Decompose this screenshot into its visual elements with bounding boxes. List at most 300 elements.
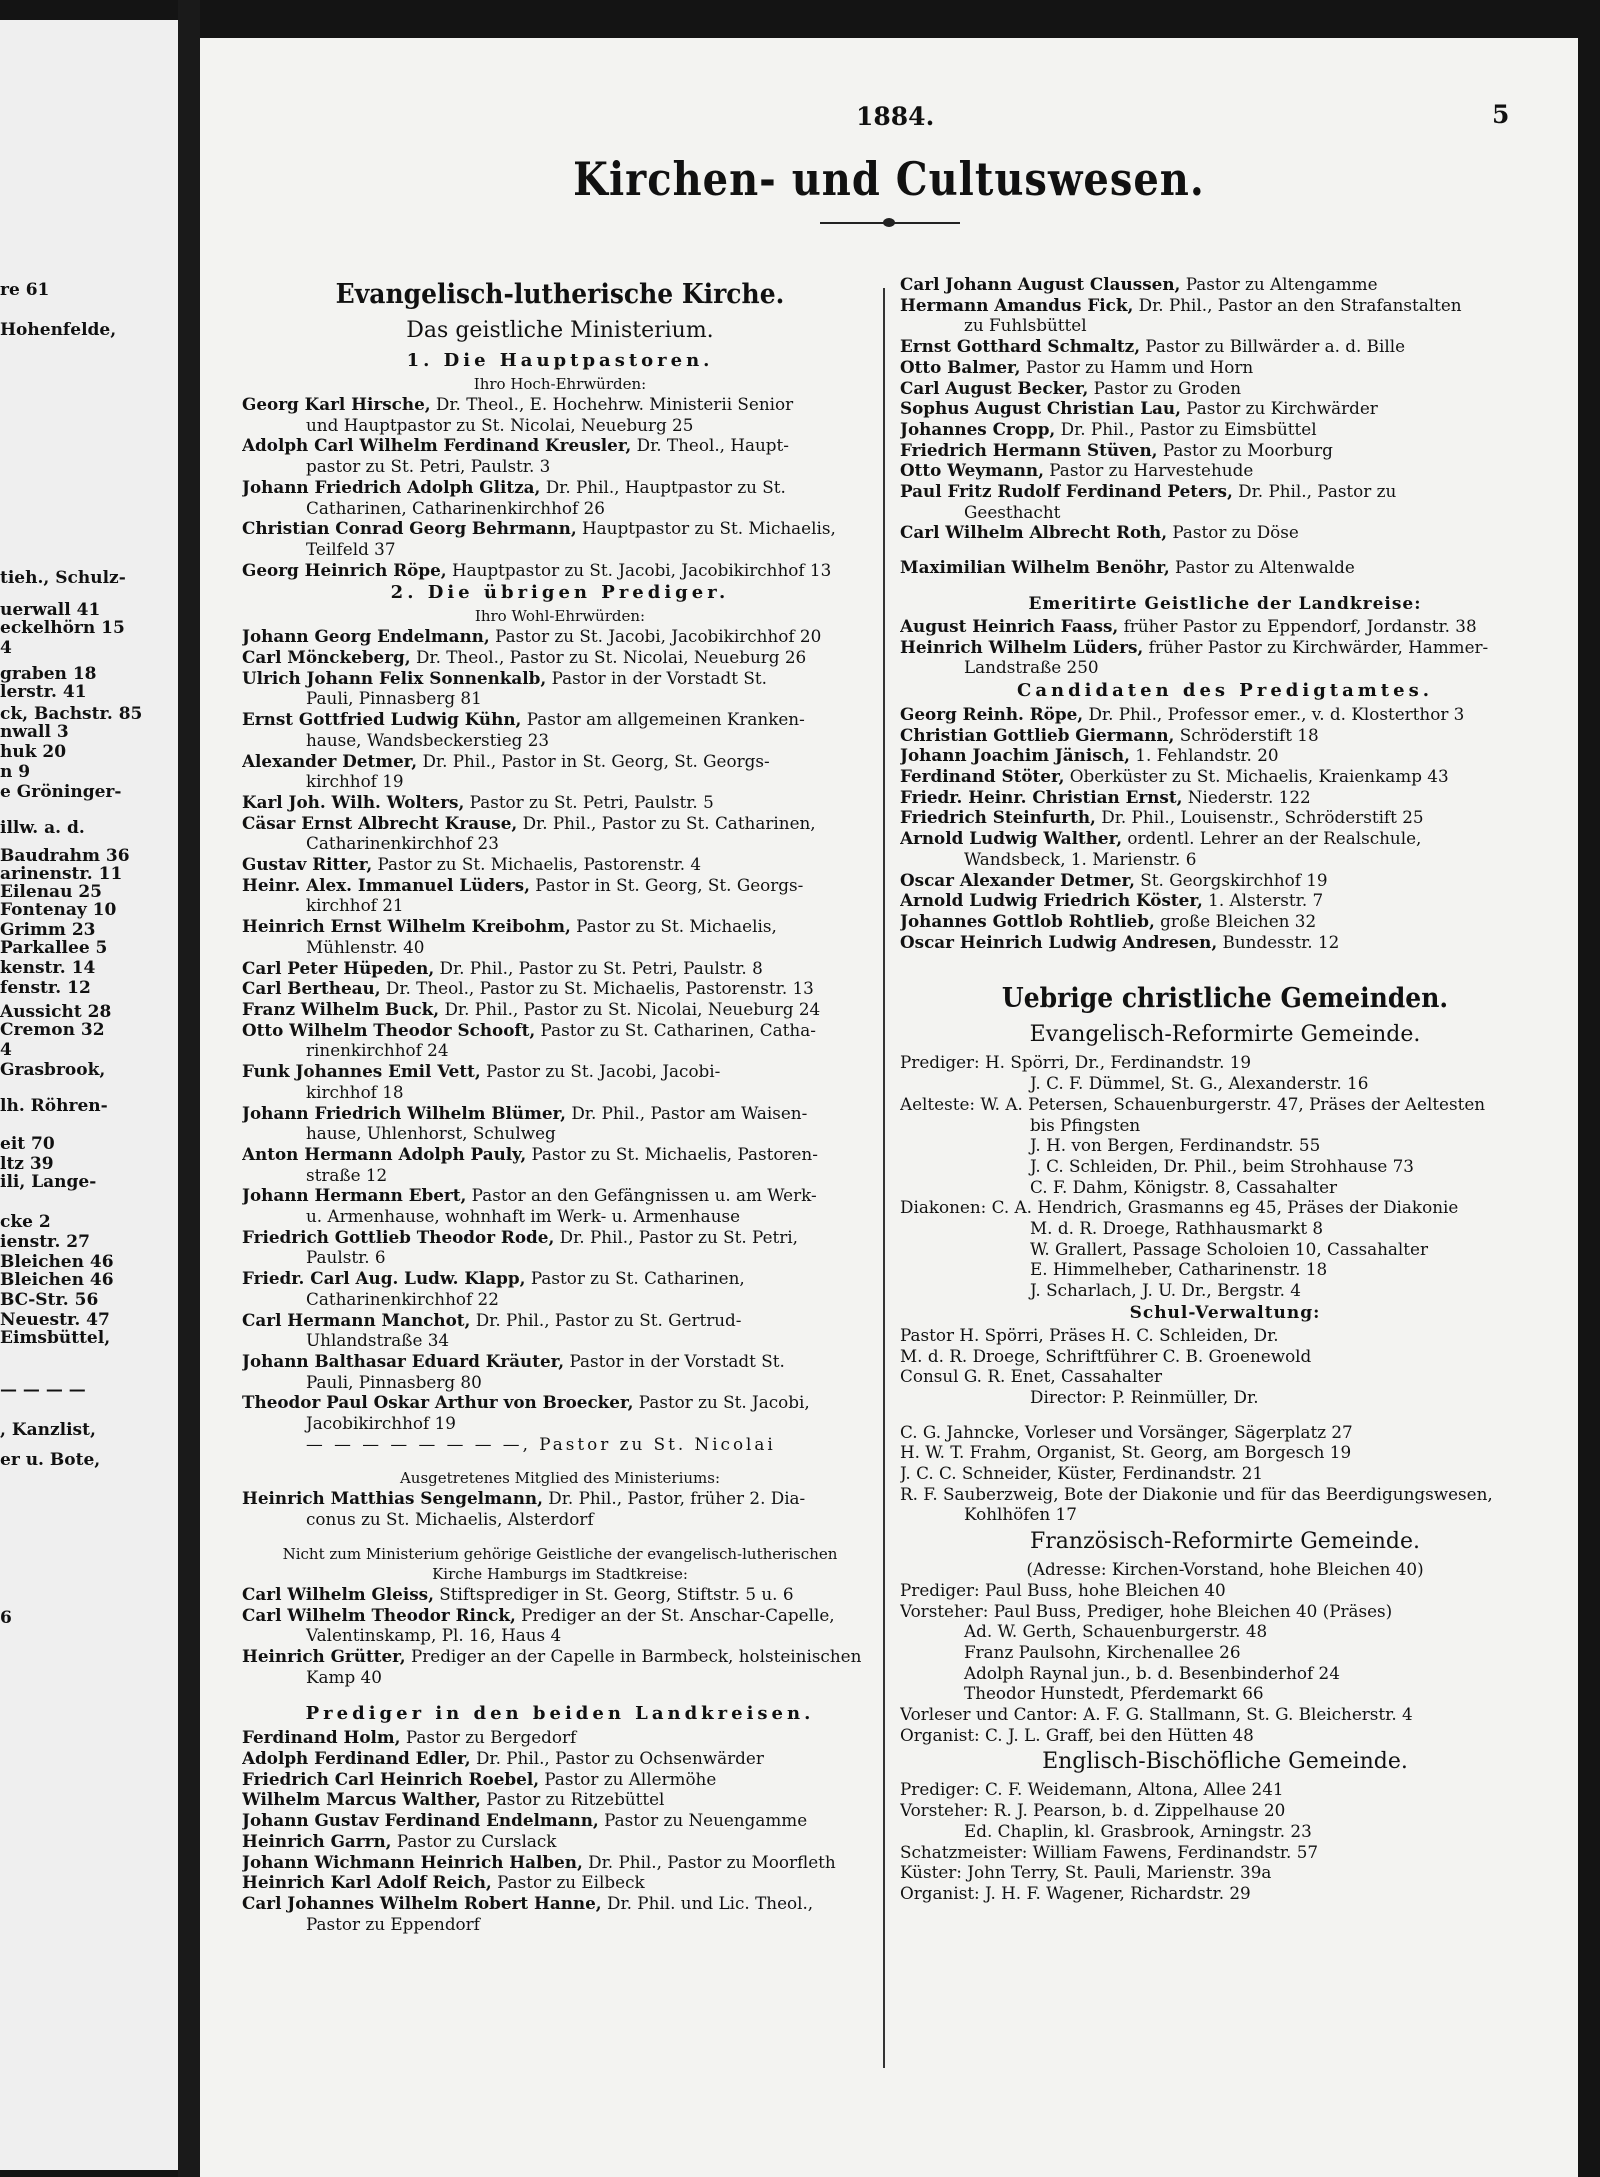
entry-details: Pastor zu Altengamme bbox=[1180, 274, 1378, 294]
entry-name: Alexander Detmer, bbox=[242, 750, 418, 771]
entry-name: Ferdinand Stöter, bbox=[900, 766, 1065, 787]
entry-details: u. Armenhause, wohnhaft im Werk- u. Armenhause bbox=[306, 1206, 741, 1227]
entry-details: Director: P. Reinmüller, Dr. bbox=[1030, 1386, 1259, 1407]
directory-entry bbox=[242, 751, 878, 772]
directory-entry bbox=[900, 419, 1550, 440]
entry-details: bis Pfingsten bbox=[1030, 1114, 1141, 1135]
entry-details: Geesthacht bbox=[964, 501, 1061, 522]
entry-name: Theodor Paul Oskar Arthur von Broecker, bbox=[242, 1392, 634, 1413]
entry-details: Dr. Phil. und Lic. Theol., bbox=[601, 1893, 814, 1913]
entry-details: 1. Fehlandstr. 20 bbox=[1129, 745, 1279, 766]
entry-name: Heinrich Matthias Sengelmann, bbox=[242, 1488, 543, 1509]
entry-details: Adolph Raynal jun., b. d. Besenbinderhof 24 bbox=[964, 1662, 1340, 1683]
spacer bbox=[900, 1408, 1550, 1422]
entry-continuation bbox=[900, 1239, 1550, 1260]
directory-entry bbox=[242, 916, 878, 937]
entry-name: Carl Peter Hüpeden, bbox=[242, 957, 435, 978]
entry-name: Johann Friedrich Wilhelm Blümer, bbox=[242, 1102, 566, 1123]
group-heading: Schul-Verwaltung: bbox=[1129, 1302, 1321, 1323]
entry-details: Dr. Phil., Pastor in St. Georg, St. Georgs- bbox=[417, 750, 770, 771]
entry-continuation bbox=[900, 1197, 1550, 1218]
entry-details: Pastor in der Vorstadt St. bbox=[564, 1350, 785, 1371]
entry-details: J. C. F. Dümmel, St. G., Alexanderstr. 16 bbox=[1030, 1073, 1369, 1094]
entry-continuation bbox=[900, 1115, 1550, 1136]
directory-entry bbox=[900, 828, 1550, 849]
directory-entry bbox=[242, 1020, 878, 1041]
entry-details: hause, Wandsbeckerstieg 23 bbox=[306, 729, 550, 750]
section-heading: Uebrige christliche Gemeinden. bbox=[1001, 981, 1449, 1014]
entry-continuation bbox=[900, 1346, 1550, 1367]
caption: Kirche Hamburgs im Stadtkreise: bbox=[432, 1564, 688, 1583]
entry-details: Prediger an der Capelle in Barmbeck, holsteinischen bbox=[405, 1645, 862, 1666]
entry-details: Dr. Theol., Haupt- bbox=[631, 435, 789, 456]
entry-details: M. d. R. Droege, Schriftführer C. B. Groenewold bbox=[900, 1345, 1312, 1366]
entry-details: H. W. T. Frahm, Organist, St. Georg, am Borgesch 19 bbox=[900, 1442, 1352, 1463]
subsection-heading: Evangelisch-Reformirte Gemeinde. bbox=[1029, 1022, 1421, 1048]
entry-continuation bbox=[242, 833, 878, 854]
left-column bbox=[242, 274, 878, 1934]
entry-continuation bbox=[242, 539, 878, 560]
caption: Nicht zum Ministerium gehörige Geistliche der evangelisch-lutherischen bbox=[282, 1544, 838, 1563]
address-note: (Adresse: Kirchen-Vorstand, hohe Bleichen 40) bbox=[1026, 1559, 1424, 1580]
entry-details: Dr. Phil., Pastor zu St. Petri, bbox=[554, 1226, 798, 1247]
entry-continuation bbox=[900, 1366, 1550, 1387]
prev-page-fragment: 4 bbox=[0, 1040, 12, 1060]
directory-entry bbox=[900, 870, 1550, 891]
prev-page-fragment: arinenstr. 11 bbox=[0, 864, 123, 884]
caption: Ihro Hoch-Ehrwürden: bbox=[473, 375, 647, 393]
entry-details: Dr. Phil., Pastor zu St. Catharinen, bbox=[517, 812, 816, 833]
entry-details: Catharinen, Catharinenkirchhof 26 bbox=[306, 497, 605, 518]
directory-entry bbox=[900, 460, 1550, 481]
directory-entry bbox=[242, 978, 878, 999]
entry-details: Hauptpastor zu St. Jacobi, Jacobikirchhof 13 bbox=[446, 559, 832, 580]
entry-details: Schatzmeister: William Fawens, Ferdinandstr. 57 bbox=[900, 1841, 1319, 1862]
entry-name: Carl Johann August Claussen, bbox=[900, 274, 1181, 294]
caption: Ihro Wohl-Ehrwürden: bbox=[474, 607, 646, 626]
directory-entry bbox=[242, 1185, 878, 1206]
entry-continuation bbox=[242, 1082, 878, 1103]
entry-name: Johann Gustav Ferdinand Endelmann, bbox=[242, 1810, 599, 1831]
entry-continuation bbox=[242, 1625, 878, 1646]
entry-name: Paul Fritz Rudolf Ferdinand Peters, bbox=[900, 481, 1233, 502]
entry-name: Friedrich Carl Heinrich Roebel, bbox=[242, 1768, 540, 1789]
prev-page-fragment: re 61 bbox=[0, 280, 50, 300]
entry-continuation bbox=[242, 1040, 878, 1061]
entry-details: Bundesstr. 12 bbox=[1217, 931, 1340, 952]
entry-details: Hauptpastor zu St. Michaelis, bbox=[576, 518, 836, 539]
entry-details: J. C. Schleiden, Dr. Phil., beim Strohhause 73 bbox=[1030, 1155, 1414, 1176]
entry-details: Dr. Phil., Professor emer., v. d. Klosterthor 3 bbox=[1083, 703, 1465, 724]
entry-details: Jacobikirchhof 19 bbox=[306, 1413, 456, 1434]
entry-name: Arnold Ludwig Walther, bbox=[900, 828, 1123, 849]
entry-details: Dr. Phil., Pastor zu Moorfleth bbox=[582, 1851, 836, 1872]
prev-page-fragment: e Gröninger- bbox=[0, 782, 122, 802]
entry-details: früher Pastor zu Eppendorf, Jordanstr. 38 bbox=[1118, 615, 1477, 636]
entry-details: 1. Alsterstr. 7 bbox=[1202, 890, 1324, 911]
entry-continuation bbox=[900, 1725, 1550, 1746]
entry-name: Carl Wilhelm Theodor Rinck, bbox=[242, 1604, 516, 1625]
subsection-heading: Französisch-Reformirte Gemeinde. bbox=[1030, 1529, 1420, 1555]
directory-entry bbox=[242, 1646, 878, 1667]
entry-name: Arnold Ludwig Friedrich Köster, bbox=[900, 890, 1203, 911]
entry-details: J. H. von Bergen, Ferdinandstr. 55 bbox=[1030, 1135, 1321, 1156]
entry-details: Pauli, Pinnasberg 81 bbox=[306, 688, 482, 709]
directory-entry bbox=[242, 1769, 878, 1790]
entry-continuation bbox=[242, 688, 878, 709]
entry-continuation bbox=[900, 1821, 1550, 1842]
entry-name: Friedrich Hermann Stüven, bbox=[900, 439, 1158, 460]
entry-details: Landstraße 250 bbox=[964, 657, 1099, 678]
entry-continuation bbox=[900, 1052, 1550, 1073]
entry-name: Oscar Alexander Detmer, bbox=[900, 869, 1135, 890]
directory-entry bbox=[900, 616, 1550, 637]
entry-name: Heinrich Grütter, bbox=[242, 1645, 406, 1666]
entry-continuation bbox=[900, 1580, 1550, 1601]
directory-entry bbox=[900, 911, 1550, 932]
entry-details: Pastor zu St. Petri, Paulstr. 5 bbox=[464, 791, 714, 812]
entry-continuation bbox=[242, 771, 878, 792]
entry-continuation bbox=[900, 1642, 1550, 1663]
entry-continuation bbox=[900, 1779, 1550, 1800]
spacer bbox=[242, 1687, 878, 1701]
prev-page-fragment: Eimsbüttel, bbox=[0, 1328, 111, 1348]
entry-continuation bbox=[242, 1289, 878, 1310]
entry-continuation bbox=[900, 1073, 1550, 1094]
entry-details: Dr. Phil., Louisenstr., Schröderstift 25 bbox=[1095, 807, 1424, 828]
entry-name: Gustav Ritter, bbox=[242, 854, 373, 875]
entry-details: Dr. Phil., Pastor zu St. Gertrud- bbox=[470, 1309, 742, 1330]
entry-details: Pastor H. Spörri, Präses H. C. Schleiden, Dr. bbox=[900, 1324, 1279, 1345]
entry-details: Dr. Phil., Pastor an den Strafanstalten bbox=[1133, 294, 1462, 315]
directory-entry bbox=[900, 766, 1550, 787]
directory-entry bbox=[242, 958, 878, 979]
directory-entry bbox=[242, 1103, 878, 1124]
directory-entry bbox=[900, 704, 1550, 725]
directory-entry bbox=[242, 1605, 878, 1626]
entry-details: Theodor Hunstedt, Pferdemarkt 66 bbox=[964, 1683, 1264, 1704]
entry-continuation bbox=[900, 1862, 1550, 1883]
prev-page-fragment: nwall 3 bbox=[0, 722, 69, 742]
entry-name: Heinrich Ernst Wilhelm Kreibohm, bbox=[242, 916, 571, 937]
entry-name: Georg Reinh. Röpe, bbox=[900, 703, 1084, 724]
entry-details: W. Grallert, Passage Scholoien 10, Cassahalter bbox=[1030, 1238, 1428, 1259]
prev-page-fragment: Grimm 23 bbox=[0, 920, 96, 940]
entry-continuation bbox=[900, 1094, 1550, 1115]
directory-entry bbox=[242, 1852, 878, 1873]
entry-continuation bbox=[900, 849, 1550, 870]
directory-entry bbox=[900, 522, 1550, 543]
entry-name: Johannes Cropp, bbox=[900, 418, 1056, 439]
prev-page-fragment: — — — — bbox=[0, 1380, 86, 1400]
entry-details: Teilfeld 37 bbox=[306, 538, 396, 559]
previous-page-edge bbox=[0, 20, 178, 2170]
entry-name: Carl August Becker, bbox=[900, 377, 1089, 398]
entry-details: Pastor zu St. Catharinen, Catha- bbox=[535, 1019, 816, 1040]
directory-entry bbox=[242, 813, 878, 834]
entry-continuation bbox=[242, 456, 878, 477]
prev-page-fragment: Fontenay 10 bbox=[0, 900, 117, 920]
entry-continuation bbox=[242, 1509, 878, 1530]
entry-details: Kohlhöfen 17 bbox=[964, 1504, 1077, 1525]
prev-page-fragment: Grasbrook, bbox=[0, 1060, 106, 1080]
entry-continuation bbox=[242, 1165, 878, 1186]
entry-details: Catharinenkirchhof 22 bbox=[306, 1288, 499, 1309]
entry-details: und Hauptpastor zu St. Nicolai, Neueburg 25 bbox=[306, 414, 694, 435]
entry-continuation bbox=[900, 1325, 1550, 1346]
entry-continuation bbox=[900, 1387, 1550, 1408]
entry-name: Friedr. Carl Aug. Ludw. Klapp, bbox=[242, 1268, 526, 1289]
entry-continuation bbox=[242, 498, 878, 519]
entry-name: Carl Johannes Wilhelm Robert Hanne, bbox=[242, 1893, 602, 1913]
prev-page-fragment: Cremon 32 bbox=[0, 1020, 105, 1040]
entry-details: Pastor zu St. Catharinen, bbox=[525, 1268, 745, 1289]
entry-continuation bbox=[900, 1422, 1550, 1443]
entry-continuation bbox=[242, 1914, 878, 1935]
entry-details: C. G. Jahncke, Vorleser und Vorsänger, Sägerplatz 27 bbox=[900, 1421, 1353, 1442]
entry-details: Pastor zu Bergedorf bbox=[400, 1727, 577, 1748]
prev-page-fragment: cke 2 bbox=[0, 1212, 51, 1232]
directory-entry bbox=[242, 875, 878, 896]
entry-details: Pastor zu St. Michaelis, Pastorenstr. 4 bbox=[372, 854, 702, 875]
entry-details: Ed. Chaplin, kl. Grasbrook, Arningstr. 23 bbox=[964, 1820, 1312, 1841]
entry-details: Pastor zu Hamm und Horn bbox=[1020, 356, 1254, 377]
entry-name: Heinr. Alex. Immanuel Lüders, bbox=[242, 874, 530, 895]
entry-details: ordentl. Lehrer an der Realschule, bbox=[1122, 828, 1422, 849]
entry-details: Vorsteher: R. J. Pearson, b. d. Zippelhause 20 bbox=[900, 1800, 1286, 1821]
prev-page-fragment: Neuestr. 47 bbox=[0, 1310, 110, 1330]
entry-continuation bbox=[900, 1135, 1550, 1156]
entry-details: J. Scharlach, J. U. Dr., Bergstr. 4 bbox=[1030, 1280, 1301, 1301]
entry-details: Dr. Phil., Pastor zu St. Petri, Paulstr. 8 bbox=[434, 957, 763, 978]
entry-name: Friedrich Gottlieb Theodor Rode, bbox=[242, 1226, 555, 1247]
directory-entry bbox=[242, 1488, 878, 1509]
entry-details: Pastor zu Harvestehude bbox=[1043, 460, 1254, 481]
entry-details: Pastor zu Altenwalde bbox=[1169, 557, 1355, 578]
directory-entry bbox=[242, 1061, 878, 1082]
entry-details: Pastor zu Curslack bbox=[391, 1830, 557, 1851]
directory-entry bbox=[900, 807, 1550, 828]
directory-entry bbox=[900, 557, 1550, 578]
entry-continuation bbox=[900, 315, 1550, 336]
entry-details: Valentinskamp, Pl. 16, Haus 4 bbox=[306, 1625, 562, 1646]
directory-entry bbox=[242, 668, 878, 689]
entry-details: Wandsbeck, 1. Marienstr. 6 bbox=[964, 848, 1197, 869]
entry-details: Pastor in der Vorstadt St. bbox=[546, 667, 767, 688]
directory-entry bbox=[242, 1268, 878, 1289]
entry-name: Johannes Gottlob Rohtlieb, bbox=[900, 910, 1155, 931]
entry-name: Johann Wichmann Heinrich Halben, bbox=[242, 1851, 583, 1872]
prev-page-fragment: lerstr. 41 bbox=[0, 682, 87, 702]
prev-page-fragment: kenstr. 14 bbox=[0, 958, 96, 978]
entry-details: Pastor zu St. Jacobi, Jacobikirchhof 20 bbox=[489, 626, 822, 647]
directory-entry bbox=[900, 725, 1550, 746]
entry-details: Pastor zu St. Jacobi, Jacobi- bbox=[480, 1061, 721, 1082]
page-title: Kirchen- und Cultuswesen. bbox=[573, 152, 1205, 207]
prev-page-fragment: fenstr. 12 bbox=[0, 978, 91, 998]
entry-continuation bbox=[242, 1372, 878, 1393]
directory-entry bbox=[242, 477, 878, 498]
entry-details: Pastor zu Groden bbox=[1088, 377, 1242, 398]
directory-entry bbox=[900, 336, 1550, 357]
directory-entry bbox=[242, 999, 878, 1020]
entry-details: Prediger: H. Spörri, Dr., Ferdinandstr. 19 bbox=[900, 1052, 1252, 1073]
directory-entry bbox=[242, 435, 878, 456]
subsection-heading: Das geistliche Ministerium. bbox=[406, 318, 714, 343]
section-heading: Evangelisch-lutherische Kirche. bbox=[335, 277, 785, 310]
directory-entry bbox=[242, 1351, 878, 1372]
directory-entry bbox=[242, 709, 878, 730]
prev-page-fragment: 6 bbox=[0, 1608, 12, 1628]
entry-details: Stiftsprediger in St. Georg, Stiftstr. 5 u. 6 bbox=[433, 1583, 794, 1604]
prev-page-fragment: uerwall 41 bbox=[0, 600, 101, 620]
directory-entry bbox=[242, 1831, 878, 1852]
entry-name: Christian Gottlieb Giermann, bbox=[900, 724, 1175, 745]
prev-page-fragment: illw. a. d. bbox=[0, 818, 85, 838]
entry-continuation bbox=[900, 1621, 1550, 1642]
prev-page-fragment: eckelhörn 15 bbox=[0, 618, 125, 638]
entry-details: Dr. Theol., Pastor zu St. Nicolai, Neueburg 26 bbox=[410, 647, 807, 668]
entry-name: Hermann Amandus Fick, bbox=[900, 294, 1134, 315]
entry-name: Otto Wilhelm Theodor Schooft, bbox=[242, 1019, 536, 1040]
directory-entry bbox=[900, 481, 1550, 502]
entry-details: Uhlandstraße 34 bbox=[306, 1330, 450, 1351]
group-heading: 2. Die übrigen Prediger. bbox=[390, 582, 730, 604]
column-divider bbox=[883, 288, 885, 2068]
spacer bbox=[242, 1530, 878, 1544]
entry-name: Ferdinand Holm, bbox=[242, 1727, 401, 1748]
spacer bbox=[900, 543, 1550, 557]
prev-page-fragment: BC-Str. 56 bbox=[0, 1290, 99, 1310]
entry-name: Heinrich Wilhelm Lüders, bbox=[900, 636, 1144, 657]
entry-name: Funk Johannes Emil Vett, bbox=[242, 1061, 481, 1082]
directory-entry bbox=[242, 647, 878, 668]
directory-entry bbox=[900, 378, 1550, 399]
entry-name: Friedr. Heinr. Christian Ernst, bbox=[900, 786, 1183, 807]
directory-entry bbox=[900, 440, 1550, 461]
entry-continuation bbox=[900, 1800, 1550, 1821]
entry-details: Oberküster zu St. Michaelis, Kraienkamp 43 bbox=[1064, 766, 1449, 787]
entry-name: Friedrich Steinfurth, bbox=[900, 807, 1096, 828]
entry-continuation bbox=[242, 1247, 878, 1268]
entry-details: kirchhof 19 bbox=[306, 771, 404, 792]
directory-entry bbox=[242, 1584, 878, 1605]
entry-details: Dr. Phil., Pastor, früher 2. Dia- bbox=[542, 1488, 806, 1509]
entry-details: Dr. Phil., Pastor am Waisen- bbox=[565, 1102, 808, 1123]
entry-details: Prediger an der St. Anschar-Capelle, bbox=[515, 1604, 835, 1625]
entry-continuation bbox=[900, 1463, 1550, 1484]
entry-continuation bbox=[900, 1663, 1550, 1684]
entry-continuation bbox=[242, 1206, 878, 1227]
prev-page-fragment: , Kanzlist, bbox=[0, 1420, 96, 1440]
prev-page-fragment: Baudrahm 36 bbox=[0, 846, 130, 866]
entry-continuation bbox=[242, 415, 878, 436]
entry-details: früher Pastor zu Kirchwärder, Hammer- bbox=[1143, 636, 1489, 657]
entry-continuation bbox=[242, 1413, 878, 1434]
prev-page-fragment: ck, Bachstr. 85 bbox=[0, 704, 143, 724]
entry-continuation bbox=[242, 895, 878, 916]
entry-name: Adolph Ferdinand Edler, bbox=[242, 1748, 471, 1769]
entry-name: Heinrich Garrn, bbox=[242, 1830, 392, 1851]
group-heading: Prediger in den beiden Landkreisen. bbox=[305, 1703, 815, 1725]
spacer bbox=[900, 578, 1550, 592]
entry-continuation bbox=[242, 1330, 878, 1351]
entry-details: große Bleichen 32 bbox=[1154, 910, 1317, 931]
entry-continuation bbox=[242, 1667, 878, 1688]
entry-continuation bbox=[900, 1442, 1550, 1463]
group-heading: Emeritirte Geistliche der Landkreise: bbox=[1028, 593, 1422, 614]
entry-details: rinenkirchhof 24 bbox=[306, 1040, 449, 1061]
entry-details: Organist: J. H. F. Wagener, Richardstr. 29 bbox=[900, 1883, 1251, 1903]
entry-continuation bbox=[242, 1123, 878, 1144]
directory-entry bbox=[900, 295, 1550, 316]
entry-details: Prediger: Paul Buss, hohe Bleichen 40 bbox=[900, 1579, 1226, 1600]
directory-entry bbox=[900, 787, 1550, 808]
entry-details: Niederstr. 122 bbox=[1182, 786, 1311, 807]
directory-entry bbox=[242, 1727, 878, 1748]
entry-name: Johann Hermann Ebert, bbox=[242, 1185, 467, 1206]
book-gutter bbox=[178, 0, 200, 2177]
directory-entry bbox=[242, 1748, 878, 1769]
directory-entry bbox=[900, 745, 1550, 766]
entry-name: Anton Hermann Adolph Pauly, bbox=[242, 1143, 527, 1164]
entry-name: Carl Mönckeberg, bbox=[242, 647, 411, 668]
entry-details: Dr. Theol., E. Hochehrw. Ministerii Senior bbox=[430, 394, 794, 414]
entry-details: Ad. W. Gerth, Schauenburgerstr. 48 bbox=[964, 1621, 1268, 1642]
prev-page-fragment: ienstr. 27 bbox=[0, 1232, 90, 1252]
prev-page-fragment: tieh., Schulz- bbox=[0, 568, 126, 588]
entry-details: E. Himmelheber, Catharinenstr. 18 bbox=[1030, 1259, 1328, 1280]
prev-page-fragment: ltz 39 bbox=[0, 1154, 54, 1174]
prev-page-fragment: n 9 bbox=[0, 762, 31, 782]
entry-name: Carl Wilhelm Gleiss, bbox=[242, 1583, 434, 1604]
entry-name: Wilhelm Marcus Walther, bbox=[242, 1789, 481, 1810]
entry-details: Paulstr. 6 bbox=[306, 1247, 386, 1268]
entry-details: Organist: C. J. L. Graff, bei den Hütten 48 bbox=[900, 1724, 1254, 1745]
entry-details: Dr. Theol., Pastor zu St. Michaelis, Pastorenstr. 13 bbox=[380, 978, 814, 999]
directory-entry bbox=[242, 1872, 878, 1893]
page-year: 1884. bbox=[856, 102, 935, 131]
prev-page-fragment: Aussicht 28 bbox=[0, 1002, 112, 1022]
page bbox=[200, 38, 1578, 2177]
entry-name: Adolph Carl Wilhelm Ferdinand Kreusler, bbox=[242, 435, 632, 456]
directory-entry bbox=[900, 357, 1550, 378]
prev-page-fragment: Bleichen 46 bbox=[0, 1270, 114, 1290]
entry-name: Franz Wilhelm Buck, bbox=[242, 998, 440, 1019]
entry-details: Dr. Phil., Pastor zu bbox=[1232, 481, 1397, 502]
entry-details: Pastor zu Billwärder a. d. Bille bbox=[1140, 336, 1406, 357]
entry-name: Heinrich Karl Adolf Reich, bbox=[242, 1872, 492, 1893]
entry-details: Pastor zu Döse bbox=[1167, 522, 1299, 543]
entry-name: Carl Wilhelm Albrecht Roth, bbox=[900, 522, 1168, 543]
entry-name: Ulrich Johann Felix Sonnenkalb, bbox=[242, 667, 547, 688]
entry-details: Pastor zu Kirchwärder bbox=[1180, 398, 1378, 419]
entry-details: Pastor zu Eppendorf bbox=[306, 1913, 480, 1934]
entry-details: Prediger: C. F. Weidemann, Altona, Allee 241 bbox=[900, 1779, 1284, 1800]
entry-details: Pastor zu St. Michaelis, Pastoren- bbox=[526, 1143, 818, 1164]
entry-name: Georg Karl Hirsche, bbox=[242, 394, 431, 414]
directory-entry bbox=[242, 1810, 878, 1831]
entry-name: Johann Joachim Jänisch, bbox=[900, 745, 1130, 766]
entry-name: Ernst Gotthard Schmaltz, bbox=[900, 336, 1141, 357]
entry-details: Catharinenkirchhof 23 bbox=[306, 833, 499, 854]
entry-details: J. C. C. Schneider, Küster, Ferdinandstr. 21 bbox=[900, 1463, 1264, 1484]
entry-details: C. F. Dahm, Königstr. 8, Cassahalter bbox=[1030, 1176, 1338, 1197]
directory-entry bbox=[900, 932, 1550, 953]
entry-continuation bbox=[242, 730, 878, 751]
entry-details: Dr. Phil., Pastor zu Ochsenwärder bbox=[470, 1748, 764, 1769]
prev-page-fragment: Hohenfelde, bbox=[0, 320, 117, 340]
